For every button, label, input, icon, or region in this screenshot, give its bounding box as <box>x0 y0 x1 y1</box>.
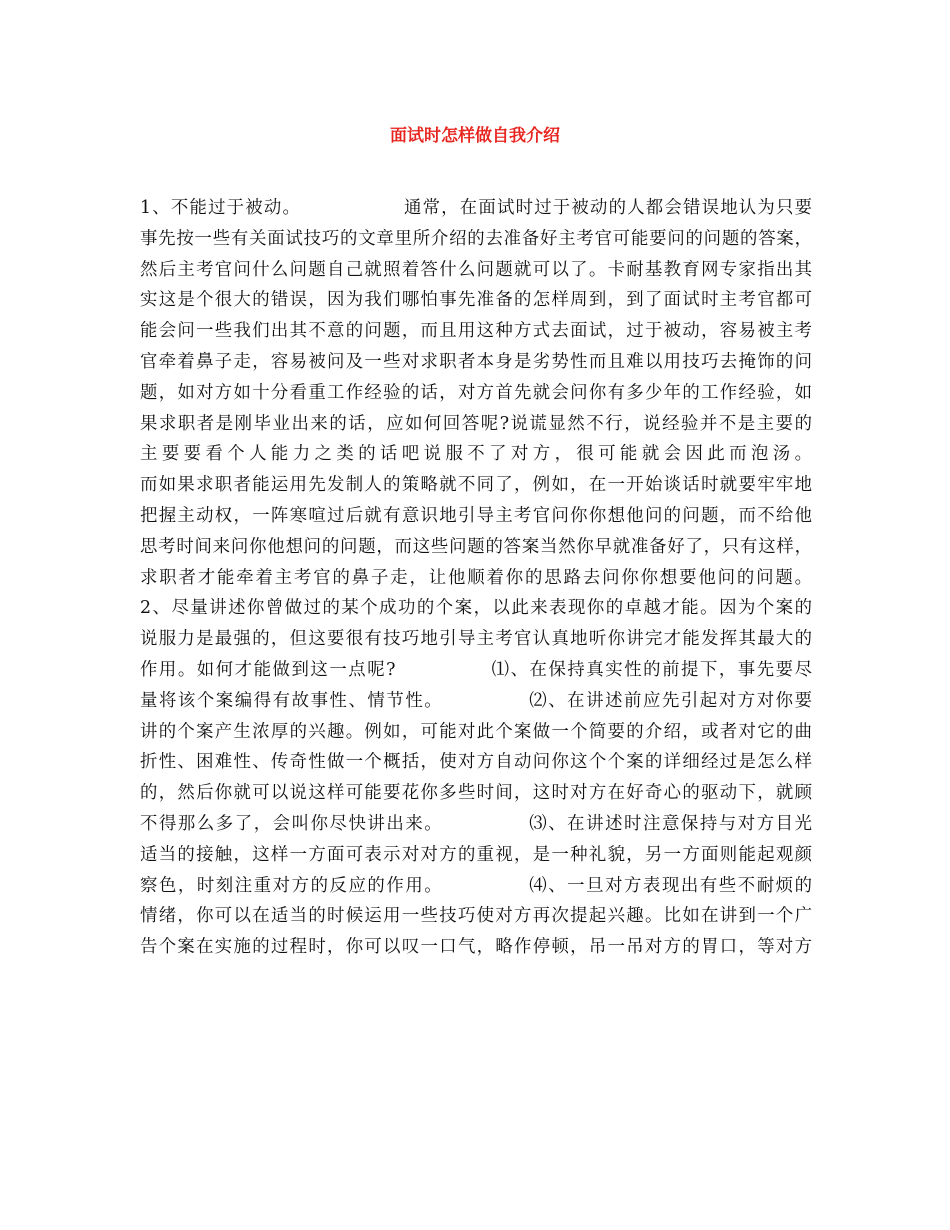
body-line: 把握主动权，一阵寒喧过后就有意识地引导主考官问你你想他问的问题，而不给他 <box>140 505 812 526</box>
body-line: 2、尽量讲述你曾做过的某个成功的个案，以此来表现你的卓越才能。因为个案的 <box>140 598 812 619</box>
body-line: 折性、困难性、传奇性做一个概括，使对方自动问你这个个案的详细经过是怎么样 <box>140 752 812 773</box>
body-line: 主要要看个人能力之类的话吧说服不了对方，很可能就会因此而泡汤。 <box>140 444 812 465</box>
body-line: 作用。如何才能做到这一点呢? ⑴、在保持真实性的前提下，事先要尽 <box>140 659 812 680</box>
body-line: 1、不能过于被动。 通常，在面试时过于被动的人都会错误地认为只要 <box>140 198 812 218</box>
body-line: 量将该个案编得有故事性、情节性。 ⑵、在讲述前应先引起对方对你要 <box>140 690 812 711</box>
body-line: 情绪，你可以在适当的时候运用一些技巧使对方再次提起兴趣。比如在讲到一个广 <box>140 906 812 927</box>
document-title: 面试时怎样做自我介绍 <box>390 126 560 146</box>
body-line: 思考时间来问你他想问的问题，而这些问题的答案当然你早就准备好了，只有这样， <box>140 536 812 557</box>
body-line: 能会问一些我们出其不意的问题，而且用这种方式去面试，过于被动，容易被主考 <box>140 321 812 342</box>
body-line: 的，然后你就可以说这样可能要花你多些时间，这时对方在好奇心的驱动下，就顾 <box>140 783 812 804</box>
body-line: 察色，时刻注重对方的反应的作用。 ⑷、一旦对方表现出有些不耐烦的 <box>140 875 812 896</box>
body-line: 说服力是最强的，但这要很有技巧地引导主考官认真地听你讲完才能发挥其最大的 <box>140 629 812 650</box>
body-line: 题，如对方如十分看重工作经验的话，对方首先就会问你有多少年的工作经验，如 <box>140 382 812 403</box>
body-line: 讲的个案产生浓厚的兴趣。例如，可能对此个案做一个简要的介绍，或者对它的曲 <box>140 721 812 742</box>
body-line: 实这是个很大的错误，因为我们哪怕事先准备的怎样周到，到了面试时主考官都可 <box>140 290 812 311</box>
body-line: 而如果求职者能运用先发制人的策略就不同了，例如，在一开始谈话时就要牢牢地 <box>140 475 812 496</box>
body-line: 然后主考官问什么问题自己就照着答什么问题就可以了。卡耐基教育网专家指出其 <box>140 259 812 280</box>
body-line: 不得那么多了，会叫你尽快讲出来。 ⑶、在讲述时注意保持与对方目光 <box>140 813 812 834</box>
body-line: 官牵着鼻子走，容易被问及一些对求职者本身是劣势性而且难以用技巧去掩饰的问 <box>140 351 812 372</box>
body-line: 求职者才能牵着主考官的鼻子走，让他顺着你的思路去问你你想要他问的问题。 <box>140 567 812 588</box>
body-line: 果求职者是刚毕业出来的话，应如何回答呢?说谎显然不行，说经验并不是主要的 <box>140 413 812 434</box>
body-line: 适当的接触，这样一方面可表示对对方的重视，是一种礼貌，另一方面则能起观颜 <box>140 844 812 865</box>
body-line: 事先按一些有关面试技巧的文章里所介绍的去准备好主考官可能要问的问题的答案， <box>140 228 812 249</box>
body-line: 告个案在实施的过程时，你可以叹一口气，略作停顿，吊一吊对方的胃口，等对方 <box>140 937 812 958</box>
document-body <box>140 193 812 963</box>
